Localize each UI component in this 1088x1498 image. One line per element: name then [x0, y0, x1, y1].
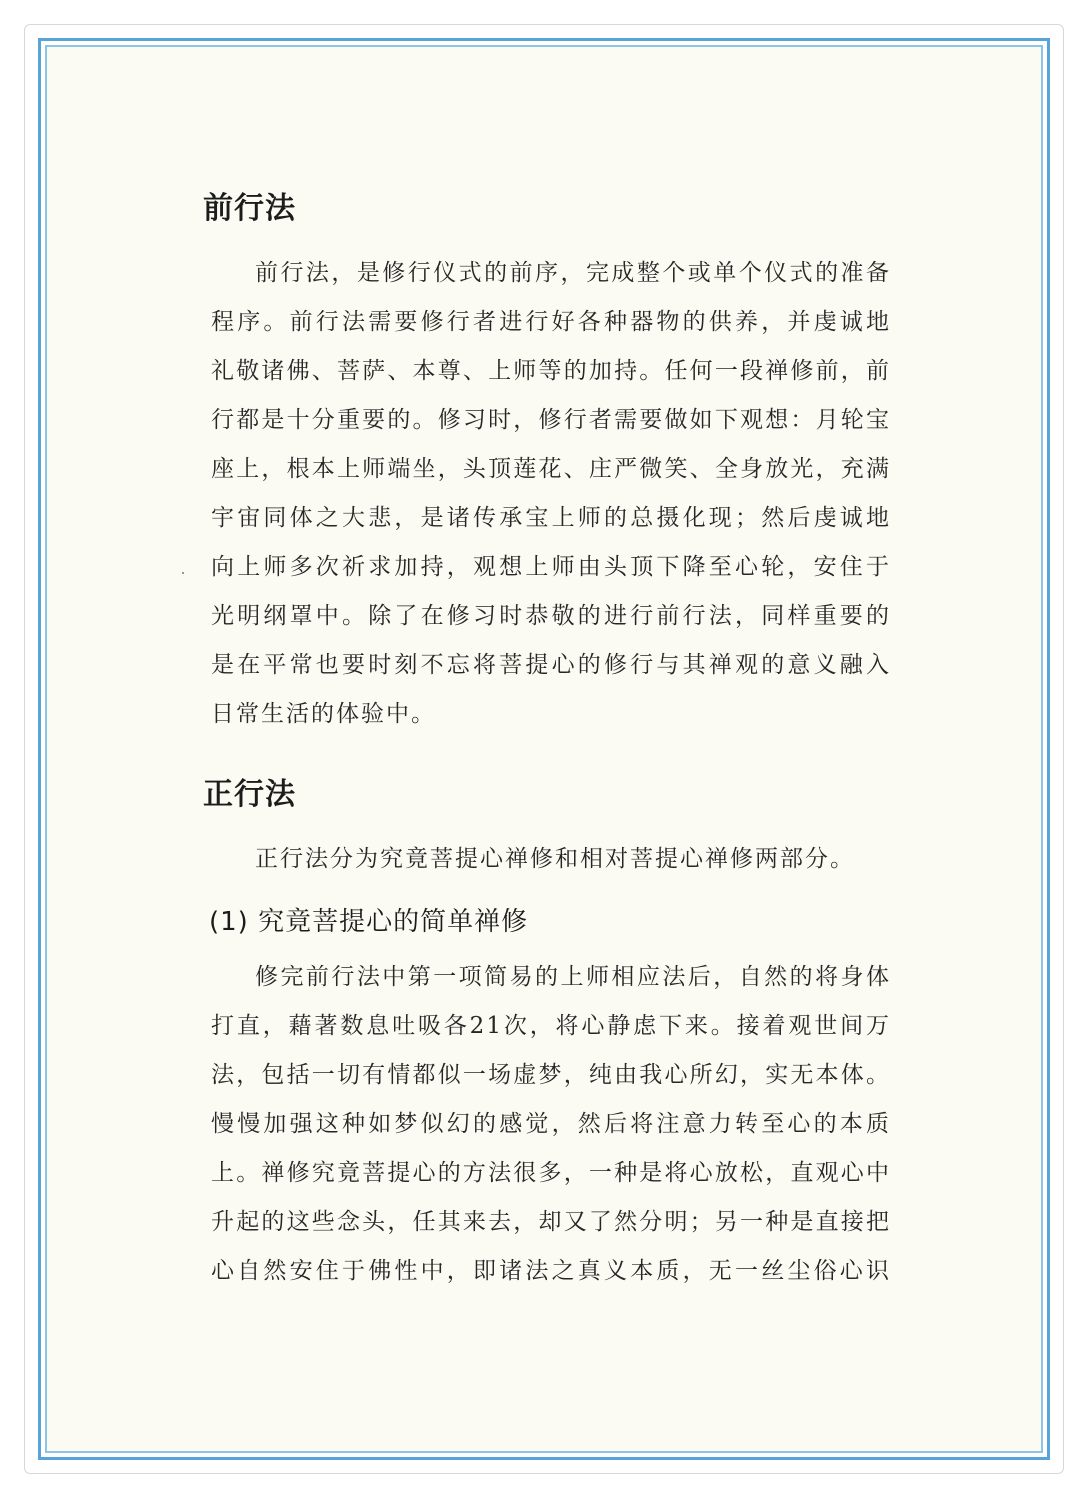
text-line: 程序。前行法需要修行者进行好各种器物的供养，并虔诚地	[211, 309, 891, 335]
stray-mark	[182, 572, 184, 574]
paragraph-preliminary	[211, 249, 891, 739]
text-line: 修完前行法中第一项简易的上师相应法后，自然的将身体	[255, 964, 891, 990]
text-line: 宇宙同体之大悲，是诸传承宝上师的总摄化现；然后虔诚地	[211, 505, 891, 531]
text-line: 向上师多次祈求加持，观想上师由头顶下降至心轮，安住于	[211, 554, 891, 580]
subsection-heading: (1) 究竟菩提心的简单禅修	[209, 907, 529, 937]
text-line: 礼敬诸佛、菩萨、本尊、上师等的加持。任何一段禅修前，前	[211, 358, 891, 384]
text-line: 行都是十分重要的。修习时，修行者需要做如下观想：月轮宝	[211, 407, 891, 433]
text-line: 上。禅修究竟菩提心的方法很多，一种是将心放松，直观心中	[211, 1160, 891, 1186]
text-line: 升起的这些念头，任其来去，却又了然分明；另一种是直接把	[211, 1209, 891, 1235]
text-line: 日常生活的体验中。	[211, 701, 436, 727]
text-line: 正行法分为究竟菩提心禅修和相对菩提心禅修两部分。	[255, 846, 855, 872]
text-line: 心自然安住于佛性中，即诸法之真义本质，无一丝尘俗心识	[211, 1258, 891, 1284]
paragraph-ultimate-bodhicitta	[211, 953, 891, 1296]
section-heading-main-practice: 正行法	[203, 777, 296, 812]
paragraph-main-intro	[211, 835, 891, 884]
text-line: 打直，藉著数息吐吸各21次，将心静虑下来。接着观世间万	[211, 1013, 891, 1039]
text-line: 座上，根本上师端坐，头顶莲花、庄严微笑、全身放光，充满	[211, 456, 891, 482]
page-sheet	[45, 45, 1043, 1453]
text-line: 慢慢加强这种如梦似幻的感觉，然后将注意力转至心的本质	[211, 1111, 891, 1137]
text-line: 光明纲罩中。除了在修习时恭敬的进行前行法，同样重要的	[211, 603, 891, 629]
text-line: 是在平常也要时刻不忘将菩提心的修行与其禅观的意义融入	[211, 652, 891, 678]
page-border	[38, 38, 1050, 1460]
section-heading-preliminary: 前行法	[203, 191, 296, 226]
document-page	[47, 47, 1041, 1451]
text-line: 前行法，是修行仪式的前序，完成整个或单个仪式的准备	[255, 260, 891, 286]
text-line: 法，包括一切有情都似一场虚梦，纯由我心所幻，实无本体。	[211, 1062, 891, 1088]
